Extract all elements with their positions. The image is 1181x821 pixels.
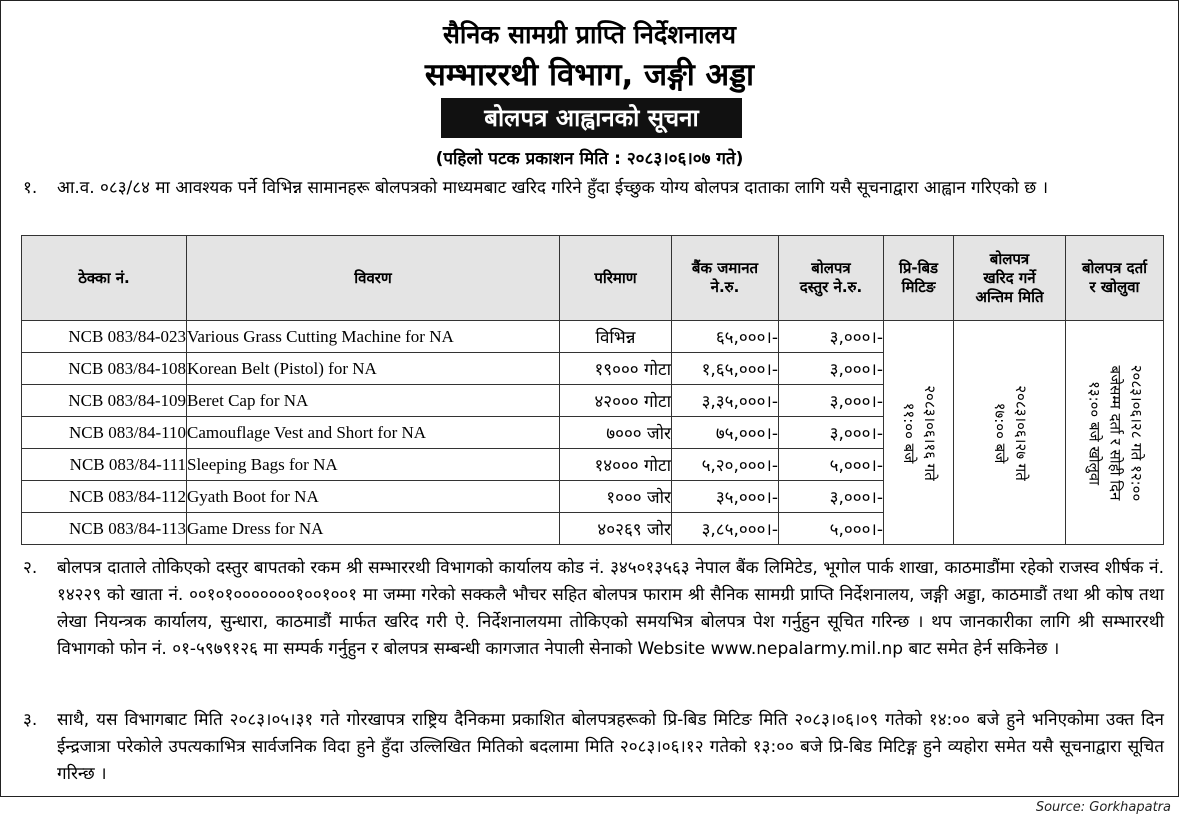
organization-name: सैनिक सामग्री प्राप्ति निर्देशनालय: [442, 20, 736, 49]
bank-guarantee-cell: ३,३५,०००।-: [672, 385, 779, 417]
bid-fee-cell: ३,०००।-: [779, 417, 884, 449]
paragraph-3: [23, 707, 1164, 788]
paragraph-2: [23, 555, 1164, 663]
header-prebid-meeting: प्रि-बिड मिटिङ: [884, 236, 954, 321]
header-description: विवरण: [187, 236, 560, 321]
description-cell: Gyath Boot for NA: [187, 481, 560, 513]
header-contract-no: ठेक्का नं.: [22, 236, 187, 321]
description-cell: Camouflage Vest and Short for NA: [187, 417, 560, 449]
description-cell: Beret Cap for NA: [187, 385, 560, 417]
publication-date: (पहिलो पटक प्रकाशन मिति : २०८३।०६।०७ गते): [435, 149, 744, 169]
bank-guarantee-cell: ३५,०००।-: [672, 481, 779, 513]
bank-guarantee-cell: ६५,०००।-: [672, 321, 779, 353]
paragraph-2-number: २.: [23, 558, 38, 578]
table-row: [22, 321, 1164, 353]
description-cell: Korean Belt (Pistol) for NA: [187, 353, 560, 385]
prebid-meeting-cell: [884, 321, 954, 545]
department-name: सम्भाररथी विभाग, जङ्गी अड्डा: [424, 57, 755, 93]
quantity-cell: ४२००० गोटा: [560, 385, 672, 417]
header-bid-fee: बोलपत्र दस्तुर ने.रु.: [779, 236, 884, 321]
quantity-cell: विभिन्न: [560, 321, 672, 353]
contract-no-cell: NCB 083/84-111: [22, 449, 187, 481]
bid-fee-cell: ३,०००।-: [779, 321, 884, 353]
bank-guarantee-cell: ३,८५,०००।-: [672, 513, 779, 545]
description-cell: Sleeping Bags for NA: [187, 449, 560, 481]
bid-fee-cell: ३,०००।-: [779, 385, 884, 417]
header-last-purchase-date: बोलपत्र खरिद गर्ने अन्तिम मिति: [954, 236, 1066, 321]
description-cell: Game Dress for NA: [187, 513, 560, 545]
prebid-date: २०८३।०६।१६ गते: [920, 384, 939, 481]
quantity-cell: ४०२६९ जोर: [560, 513, 672, 545]
paragraph-1-text: आ.व. ०८३/८४ मा आवश्यक पर्ने विभिन्न सामानहरू बोलपत्रको माध्यमबाट खरिद गरिने हुँदा ईच्छुक योग्य बोलपत्र दाताका लागि यसै सूचनाद्वारा आह्वान गरिएको छ ।: [57, 178, 1049, 198]
registration-opening-cell: [1066, 321, 1164, 545]
contract-no-cell: NCB 083/84-112: [22, 481, 187, 513]
bid-fee-cell: ३,०००।-: [779, 481, 884, 513]
paragraph-1: [23, 175, 1164, 202]
prebid-time: ११:०० बजे: [899, 402, 918, 463]
paragraph-1-number: १.: [23, 178, 38, 198]
header-registration-opening: बोलपत्र दर्ता र खोलुवा: [1066, 236, 1164, 321]
bid-table: [21, 235, 1164, 545]
last-purchase-date-cell: [954, 321, 1066, 545]
header-quantity: परिमाण: [560, 236, 672, 321]
description-cell: Various Grass Cutting Machine for NA: [187, 321, 560, 353]
bank-guarantee-cell: ७५,०००।-: [672, 417, 779, 449]
contract-no-cell: NCB 083/84-109: [22, 385, 187, 417]
quantity-cell: १००० जोर: [560, 481, 672, 513]
source-credit: Source: Gorkhapatra: [1035, 800, 1171, 815]
registration-line-2: बजेसम्म दर्ता र सोही दिन: [1106, 365, 1124, 500]
bid-fee-cell: ३,०००।-: [779, 353, 884, 385]
contract-no-cell: NCB 083/84-110: [22, 417, 187, 449]
bank-guarantee-cell: ५,२०,०००।-: [672, 449, 779, 481]
last-purchase-date: २०८३।०६।२७ गते: [1011, 384, 1030, 481]
notice-title: बोलपत्र आह्वानको सूचना: [441, 98, 742, 138]
bank-guarantee-cell: १,६५,०००।-: [672, 353, 779, 385]
bid-fee-cell: ५,०००।-: [779, 449, 884, 481]
last-purchase-time: १७:०० बजे: [990, 402, 1009, 463]
contract-no-cell: NCB 083/84-023: [22, 321, 187, 353]
table-header-row: [22, 236, 1164, 321]
paragraph-3-number: ३.: [23, 710, 38, 730]
quantity-cell: १९००० गोटा: [560, 353, 672, 385]
contract-no-cell: NCB 083/84-108: [22, 353, 187, 385]
paragraph-3-text: साथै, यस विभागबाट मिति २०८३।०५।३१ गते गोरखापत्र राष्ट्रिय दैनिकमा प्रकाशित बोलपत्रहरूको प्रि-बिड मिटिङ मिति २०८३।०६।०९ गतेको १४:०० बजे हुने भनिएकोमा उक्त दिन ईन्द्रजात्रा परेकोले उपत्यकाभित्र सार्वजनिक विदा हुने हुँदा उल्लिखित मितिको बदलामा मिति २०८३।०६।१२ गतेको १३:०० बजे प्रि-बिड मिटिङ्ग हुने व्यहोरा समेत यसै सूचनाद्वारा सूचित गरिन्छ ।: [57, 710, 1164, 784]
registration-line-3: १३:०० बजे खोलुवा: [1085, 380, 1103, 485]
registration-line-1: २०८३।०६।२८ गते १२:००: [1127, 364, 1145, 501]
bid-fee-cell: ५,०००।-: [779, 513, 884, 545]
quantity-cell: १४००० गोटा: [560, 449, 672, 481]
quantity-cell: ७००० जोर: [560, 417, 672, 449]
contract-no-cell: NCB 083/84-113: [22, 513, 187, 545]
paragraph-2-text: बोलपत्र दाताले तोकिएको दस्तुर बापतको रकम श्री सम्भाररथी विभागको कार्यालय कोड नं. ३४५०१३५६३ नेपाल बैंक लिमिटेड, भूगोल पार्क शाखा, काठमाडौंमा रहेको राजस्व शीर्षक नं. १४२२९ को खाता नं. ००१०१०००००००१००१००१ मा जम्मा गरेको सक्कलै भौचर सहित बोलपत्र फाराम श्री सैनिक सामग्री प्राप्ति निर्देशनालय, जङ्गी अड्डा, काठमाडौं तथा श्री कोष तथा लेखा नियन्त्रक कार्यालय, सुन्धारा, काठमाडौं मार्फत खरिद गरी ऐ. निर्देशनालयमा तोकिएको समयभित्र बोलपत्र पेश गर्नुहुन सूचित गरिन्छ । थप जानकारीका लागि श्री सम्भाररथी विभागको फोन नं. ०१-५९७९१२६ मा सम्पर्क गर्नुहुन र बोलपत्र सम्बन्धी कागजात नेपाली सेनाको Website www.nepalarmy.mil.np बाट समेत हेर्न सकिनेछ ।: [57, 558, 1164, 659]
header-bank-guarantee: बैंक जमानत ने.रु.: [672, 236, 779, 321]
